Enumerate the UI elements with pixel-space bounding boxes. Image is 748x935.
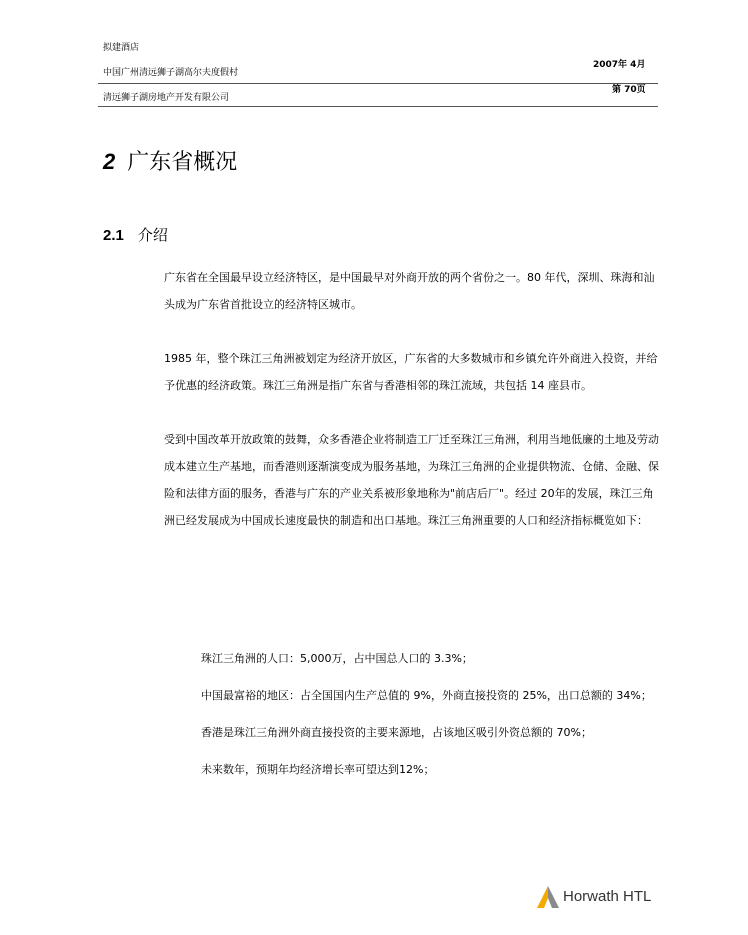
section-number: 2 xyxy=(103,149,116,174)
subsection-number: 2.1 xyxy=(103,227,124,244)
horwath-triangle-icon xyxy=(535,884,561,910)
list-item: 未来数年，预期年均经济增长率可望达到12%； xyxy=(201,763,435,776)
subsection-heading xyxy=(103,225,168,246)
subsection-title-text: 介绍 xyxy=(137,226,168,244)
paragraph-2: 1985 年，整个珠江三角洲被划定为经济开放区，广东省的大多数城市和乡镇允许外商进入投资，并给予优惠的经济政策。珠江三角洲是指广东省与香港相邻的珠江流域，共包括 14 座县市。 xyxy=(164,352,658,392)
header-project-name: 中国广州清远狮子湖高尔夫度假村 xyxy=(103,68,239,78)
logo-text: Horwath HTL xyxy=(563,888,652,905)
horwath-logo xyxy=(535,884,675,912)
header-divider-top xyxy=(98,83,658,84)
paragraph-1: 广东省在全国最早设立经济特区，是中国最早对外商开放的两个省份之一。80 年代，深圳、珠海和汕头成为广东省首批设立的经济特区城市。 xyxy=(164,271,655,311)
list-item: 香港是珠江三角洲外商直接投资的主要来源地，占该地区吸引外资总额的 70%； xyxy=(201,726,592,739)
header-project-label: 拟建酒店 xyxy=(103,43,140,53)
header-divider-bottom xyxy=(98,106,658,107)
list-item: 珠江三角洲的人口：5,000万，占中国总人口的 3.3%； xyxy=(201,652,473,665)
header-company-name: 清远狮子湖房地产开发有限公司 xyxy=(103,93,230,103)
section-heading xyxy=(103,148,237,177)
header-date: 2007年 4月 xyxy=(593,60,646,70)
header-page-number: 第 70页 xyxy=(612,85,646,95)
section-title-text: 广东省概况 xyxy=(127,150,238,175)
intro-body xyxy=(164,264,664,561)
page-header xyxy=(0,0,748,110)
indicator-list xyxy=(201,645,661,793)
list-item: 中国最富裕的地区：占全国国内生产总值的 9%，外商直接投资的 25%，出口总额的 34%； xyxy=(201,689,652,702)
paragraph-3: 受到中国改革开放政策的鼓舞，众多香港企业将制造工厂迁至珠江三角洲，利用当地低廉的土地及劳动成本建立生产基地，而香港则逐渐演变成为服务基地，为珠江三角洲的企业提供物流、仓储、金融、保险和法律方面的服务，香港与广东的产业关系被形象地称为"前店后厂"。经过 20年的发展，珠江三角洲已经发展成为中国成长速度最快的制造和出口基地。珠江三角洲重要的人口和经济指标概览如下： xyxy=(164,433,659,527)
